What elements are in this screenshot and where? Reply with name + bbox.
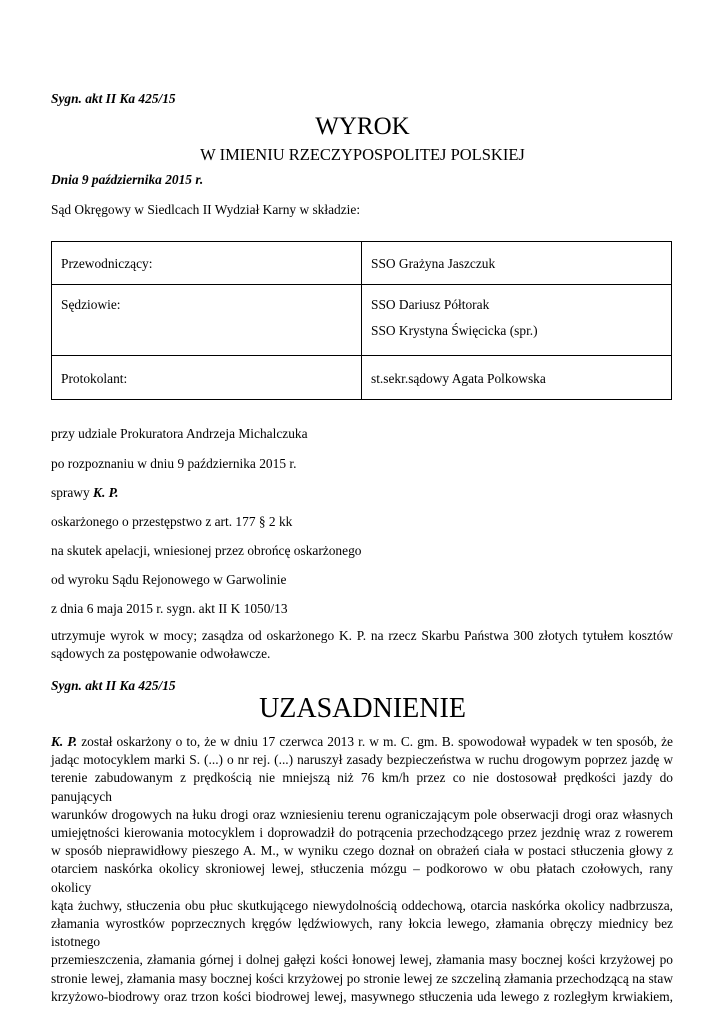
judge-name: SSO Krystyna Święcicka (spr.) xyxy=(371,323,538,338)
defendant-name: K. P. xyxy=(51,734,78,749)
justification-line: w sposób nieprawidłowy pieszego A. M., w wyniku czego doznał on obrażeń ciała w postaci stłuczenia głowy z xyxy=(51,843,673,859)
lower-court-line: od wyroku Sądu Rejonowego w Garwolinie xyxy=(51,572,287,587)
verdict-line: utrzymuje wyrok w mocy; zasądza od oskarżonego K. P. na rzecz Skarbu Państwa 300 złotych tytułem kosztów xyxy=(51,628,673,643)
table-row xyxy=(52,356,672,400)
court-composition-intro: Sąd Okręgowy w Siedlcach II Wydział Karny w składzie: xyxy=(51,202,361,217)
court-composition-table xyxy=(51,241,672,400)
case-signature: Sygn. akt II Ka 425/15 xyxy=(51,91,176,106)
clerk-label: Protokolant: xyxy=(61,371,128,386)
justification-line: stronie lewej, złamania masy bocznej kości krzyżowej po stronie lewej ze szczeliną złamania przechodzącą na staw xyxy=(51,970,673,986)
judges-label: Sędziowie: xyxy=(61,297,121,312)
judges-value-cell xyxy=(362,285,672,356)
hearing-line: po rozpoznaniu w dniu 9 października 2015 r. xyxy=(51,456,297,471)
clerk-value-cell xyxy=(362,356,672,400)
justification-line: jadąc motocyklem marki S. (...) o nr rej. (...) naruszył zasady bezpieczeństwa w ruchu drogowym poprzez jazdę w xyxy=(51,752,673,768)
clerk-label-cell xyxy=(52,356,362,400)
verdict-line: sądowych za postępowanie odwoławcze. xyxy=(51,646,271,662)
chair-value-cell xyxy=(362,242,672,285)
justification-line: kąta żuchwy, stłuczenia obu płuc skutkującego niewydolnością oddechową, otarcia naskórka okolicy nadbrzusza, xyxy=(51,897,673,913)
document-subtitle: W IMIENIU RZECZYPOSPOLITEJ POLSKIEJ xyxy=(200,145,525,164)
lower-judgment-date-line: z dnia 6 maja 2015 r. sygn. akt II K 1050/13 xyxy=(51,601,288,616)
judges-label-cell xyxy=(52,285,362,356)
justification-line: otarciem naskórka okolicy skroniowej lewej, stłuczenia mózgu – podkorowo w obu płatach czołowych, rany okolicy xyxy=(51,861,673,895)
justification-line: złamania wyrostków poprzecznych kręgów lędźwiowych, rany łokcia lewego, złamania obręczy miednicy bez istotnego xyxy=(51,916,673,950)
case-signature-bottom: Sygn. akt II Ka 425/15 xyxy=(51,678,176,693)
judgment-date: Dnia 9 października 2015 r. xyxy=(51,172,204,187)
verdict-paragraph xyxy=(51,627,673,663)
case-prefix: sprawy xyxy=(51,485,94,500)
chair-label: Przewodniczący: xyxy=(61,256,153,271)
prosecutor-line: przy udziale Prokuratora Andrzeja Michalczuka xyxy=(51,426,308,441)
appeal-line: na skutek apelacji, wniesionej przez obrońcę oskarżonego xyxy=(51,543,362,558)
justification-line: terenie zabudowanym z prędkością nie mniejszą niż 76 km/h przez co nie dostosował prędkości jazdy do panujących xyxy=(51,770,673,804)
judge-name: SSO Dariusz Półtorak xyxy=(371,297,490,312)
justification-line: przemieszczenia, złamania górnej i dolnej gałęzi kości łonowej lewej, złamania masy bocznej kości krzyżowej po xyxy=(51,952,673,968)
defendant-name: K. P. xyxy=(93,485,119,500)
table-row xyxy=(52,285,672,356)
case-line xyxy=(51,485,118,501)
justification-title: UZASADNIENIE xyxy=(259,693,466,724)
table-row xyxy=(52,242,672,285)
chair-name: SSO Grażyna Jaszczuk xyxy=(371,256,496,271)
justification-text: został oskarżony o to, że w dniu 17 czerwca 2013 r. w m. C. gm. B. spowodował wypadek w ten sposób, że xyxy=(77,734,673,749)
justification-line: warunków drogowych na łuku drogi oraz wzniesieniu terenu ograniczającym pole obserwacji drogi oraz własnych xyxy=(51,806,673,822)
justification-paragraph xyxy=(51,733,673,1006)
justification-line: krzyżowo-biodrowy oraz trzon kości biodrowej lewej, masywnego stłuczenia uda lewego z rozległym krwiakiem, xyxy=(51,988,673,1004)
clerk-name: st.sekr.sądowy Agata Polkowska xyxy=(371,371,546,386)
document-title: WYROK xyxy=(315,113,410,140)
chair-label-cell xyxy=(52,242,362,285)
justification-line: umiejętności kierowania motocyklem i doprowadził do potrącenia przechodzącego przez jezdnię wraz z rowerem xyxy=(51,825,673,841)
justification-line xyxy=(51,733,673,751)
charge-line: oskarżonego o przestępstwo z art. 177 § 2 kk xyxy=(51,514,293,529)
